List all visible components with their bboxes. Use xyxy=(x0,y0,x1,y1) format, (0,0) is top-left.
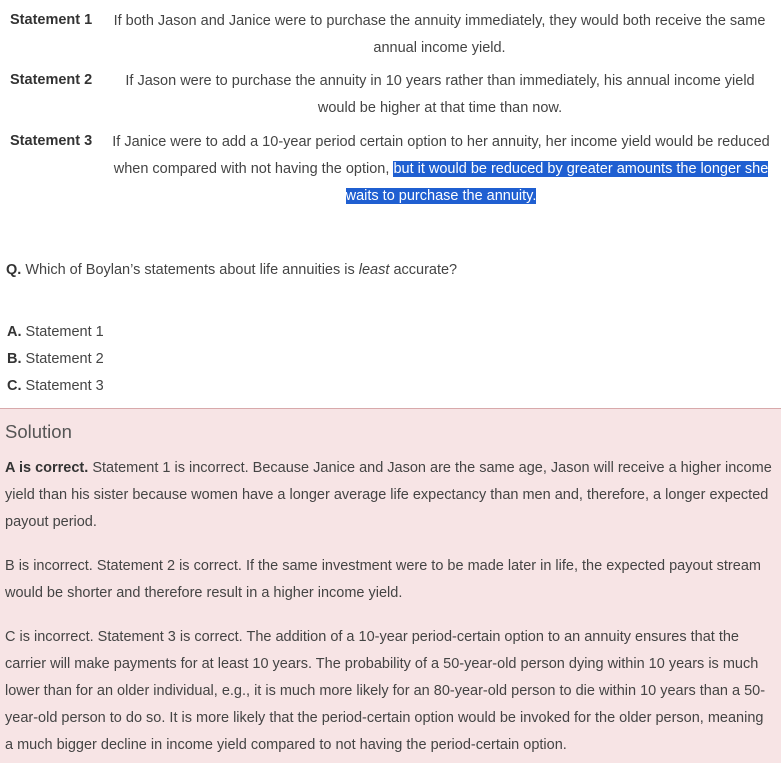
choice-a[interactable] xyxy=(7,322,104,349)
statement-text xyxy=(103,129,779,210)
question-text-after: accurate? xyxy=(393,262,458,278)
solution-panel xyxy=(0,408,781,763)
solution-paragraph-c: C is incorrect. Statement 3 is correct. The addition of a 10-year period-certain option to an annuity ensures that the carrier will make payments for at least 10 years. The probability of a 50-year-old person dying within 10 years is much lower than for an older individual, e.g., it is much more likely for an 80-year-old person to die within 10 years than a 50-year-old person to do so. It is more likely that the period-certain option would be invoked for the older person, meaning a much bigger decline in income yield compared to not having the period-certain option. xyxy=(5,629,766,753)
choice-text: Statement 2 xyxy=(25,351,104,367)
statement-row xyxy=(0,68,781,122)
choice-letter: A. xyxy=(7,324,22,340)
question-emphasis: least xyxy=(358,262,390,278)
choice-letter: B. xyxy=(7,351,22,367)
answer-choices xyxy=(7,322,104,403)
solution-title: Solution xyxy=(5,421,72,442)
question-text-before: Which of Boylan’s statements about life annuities is xyxy=(25,262,355,278)
selected-text-highlight[interactable]: but it would be reduced by greater amounts the longer she waits to purchase the annuity. xyxy=(345,161,769,204)
statement-row xyxy=(0,129,781,211)
statement-row xyxy=(0,8,781,62)
question-prefix: Q. xyxy=(6,262,22,278)
statement-text: If both Jason and Janice were to purchase the annuity immediately, they would both receive the same annual income yield. xyxy=(113,13,766,56)
choice-letter: C. xyxy=(7,378,22,394)
statement-text-plain: If Janice were to add a 10-year period certain option to her annuity, her income yield would be reduced when compared with not having the option, xyxy=(112,134,770,177)
question xyxy=(6,262,457,278)
statement-label: Statement 2 xyxy=(10,72,93,88)
choice-text: Statement 1 xyxy=(25,324,104,340)
solution-paragraph-a xyxy=(5,455,775,536)
statement-label: Statement 1 xyxy=(10,12,93,28)
choice-c[interactable] xyxy=(7,376,104,403)
solution-explanation-a: Statement 1 is incorrect. Because Janice and Jason are the same age, Jason will receive a higher income yield than his sister because women have a longer average life expectancy than men and, therefore, a longer expected payout period. xyxy=(5,460,772,530)
correct-answer-label: A is correct. xyxy=(5,460,89,476)
choice-text: Statement 3 xyxy=(25,378,104,394)
statement-text: If Jason were to purchase the annuity in 10 years rather than immediately, his annual income yield would be higher at that time than now. xyxy=(125,73,755,116)
statement-label: Statement 3 xyxy=(10,133,93,149)
choice-b[interactable] xyxy=(7,349,104,376)
solution-paragraph-b: B is incorrect. Statement 2 is correct. If the same investment were to be made later in life, the expected payout stream would be shorter and therefore result in a higher income yield. xyxy=(5,558,761,601)
